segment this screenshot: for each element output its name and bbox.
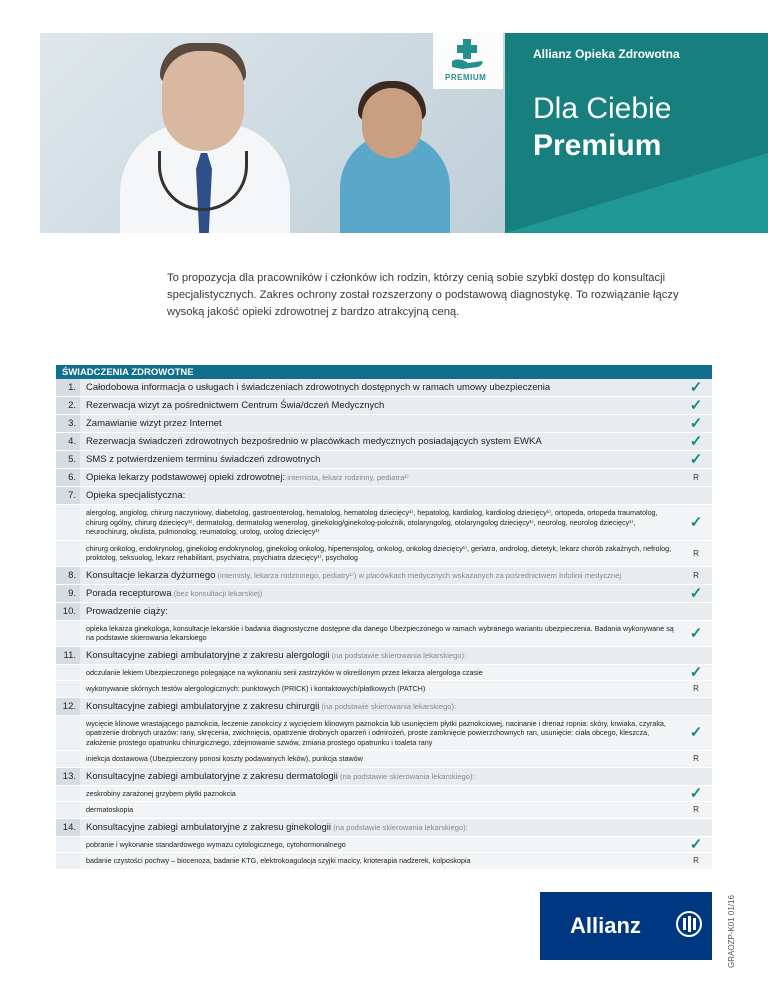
row-number xyxy=(56,837,80,853)
mark-value: ✓ xyxy=(689,584,703,602)
check-icon xyxy=(680,837,712,853)
mark-value: R xyxy=(693,570,699,580)
row-label: odczulanie lekiem Ubezpieczonego polegające na wykonaniu serii zastrzyków w określonym przez lekarza alergologa czasie xyxy=(86,667,483,677)
page-title-line1: Dla Ciebie xyxy=(533,92,672,125)
mark-value: ✓ xyxy=(689,624,703,642)
check-icon xyxy=(680,415,712,432)
row-label: alergolog, angiolog, chirurg naczyniowy, diabetolog, gastroenterolog, hematolog, hematolog dziecięcy¹⁾, hepatolog, kardiolog, kardiolog dziecięcy¹⁾, ortopeda, ortopeda traumatolog, chirurg ogólny, chirurg dziecięcy¹⁾, dermatolog, dermatolog wenerolog, ginekolog/ginekolog-położnik, otolaryngolog, otolaryngolog dziecięcy¹⁾, neurolog, neurolog dziecięcy¹⁾, neurochirurg, okulista, pulmonolog, reumatolog, urolog, urolog dziecięcy¹⁾ xyxy=(86,508,658,536)
mark-value: R xyxy=(693,805,699,815)
row-text xyxy=(80,698,680,715)
table-row xyxy=(56,379,712,397)
row-label: Konsultacje lekarza dyżurnego xyxy=(86,569,216,581)
row-label: wycięcie klinowe wrastającego paznokcia, leczenie zanokcicy z wycięciem klinowym paznokcia lub usunięciem płytki paznokciowej, nacinanie i drenaż ropnia: skóry, krwiaka, czyraka, opatrzenie drobnych urazów: rany, skręcenia, zwichnięcia, opatrzenie drobnych oparzeń i odmrożeń, proste zamknięcie powierzchownych ran, usunięcie: ciała obcego, kleszcza, założenie prostego opatrunku chirurgicznego, zdejmowanie szwów, zmiana prostego opatrunku i toaleta rany xyxy=(86,718,666,747)
row-label: Konsultacyjne zabiegi ambulatoryjne z zakresu alergologii xyxy=(86,649,330,661)
row-text xyxy=(80,397,680,414)
row-number: 8. xyxy=(56,567,80,584)
row-note: internista, lekarz rodzinny, pediatra¹⁾ xyxy=(285,473,409,482)
row-number: 4. xyxy=(56,433,80,450)
row-label: badanie czystości pochwy – biocenoza, badanie KTG, elektrokoagulacja szyjki macicy, krioterapia nadżerek, kolposkopia xyxy=(86,856,471,865)
row-note: (na podstawie skierowania lekarskiego): xyxy=(329,650,467,660)
row-number: 9. xyxy=(56,585,80,602)
check-icon xyxy=(680,433,712,450)
row-label: Opieka specjalistyczna: xyxy=(86,490,186,501)
row-number xyxy=(56,681,80,697)
row-text xyxy=(80,647,680,664)
table-subrow xyxy=(56,837,712,854)
check-icon xyxy=(680,716,712,751)
row-label: Konsultacyjne zabiegi ambulatoryjne z zakresu chirurgii xyxy=(86,700,320,712)
row-note: (internisty, lekarza rodzinnego, pediatry¹⁾) w placówkach medycznych wskazanych za pośrednictwem Infolinii medycznej xyxy=(215,570,622,580)
row-text xyxy=(80,786,680,802)
check-icon xyxy=(680,379,712,396)
row-text xyxy=(80,487,680,504)
table-subrow xyxy=(56,621,712,647)
row-number: 2. xyxy=(56,397,80,414)
table-row xyxy=(56,451,712,469)
row-text xyxy=(80,567,680,584)
table-row xyxy=(56,768,712,786)
row-number xyxy=(56,505,80,540)
row-text xyxy=(80,505,680,540)
row-label: wykonywanie skórnych testów alergologicznych: punktowych (PRICK) i kontaktowych/płatkowych (PATCH) xyxy=(86,684,426,693)
row-label: iniekcja dostawowa (Ubezpieczony ponosi koszty podawanych leków), punkcja stawów xyxy=(86,754,363,763)
logo-text: Allianz xyxy=(570,913,641,938)
row-label: Całodobowa informacja o usługach i świadczeniach zdrowotnych dostępnych w ramach umowy ubezpieczenia xyxy=(86,382,551,393)
mark-label xyxy=(680,487,712,504)
mark-value: R xyxy=(693,548,699,558)
row-text xyxy=(80,853,680,869)
row-text xyxy=(80,415,680,432)
row-note: (na podstawie skierowania lekarskiego): xyxy=(319,701,457,711)
table-row xyxy=(56,647,712,665)
row-number xyxy=(56,716,80,751)
row-label: zeskrobiny zarażonej grzybem płytki paznokcia xyxy=(86,788,236,798)
table-row xyxy=(56,487,712,505)
doctor-photo xyxy=(40,33,505,233)
table-subrow xyxy=(56,505,712,541)
check-icon xyxy=(680,505,712,540)
row-text xyxy=(80,751,680,767)
row-number: 7. xyxy=(56,487,80,504)
row-label: Opieka lekarzy podstawowej opieki zdrowotnej: xyxy=(86,472,286,483)
section-title: ŚWIADCZENIA ZDROWOTNE xyxy=(56,365,712,379)
row-text xyxy=(80,819,680,836)
mark-label xyxy=(680,567,712,584)
row-text xyxy=(80,585,680,602)
mark-label xyxy=(680,469,712,486)
mark-label xyxy=(680,853,712,869)
row-number xyxy=(56,665,80,681)
row-number: 10. xyxy=(56,603,80,620)
table-subrow xyxy=(56,802,712,819)
table-row xyxy=(56,585,712,603)
check-icon xyxy=(680,621,712,646)
mark-label xyxy=(680,541,712,566)
row-number: 1. xyxy=(56,379,80,396)
row-note: (na podstawie skierowania lekarskiego): xyxy=(337,771,475,781)
table-row xyxy=(56,698,712,716)
allianz-eagle-icon xyxy=(676,911,702,937)
row-number: 5. xyxy=(56,451,80,468)
row-number xyxy=(56,802,80,818)
row-label: chirurg onkolog, endokrynolog, ginekolog endokrynolog, ginekolog onkolog, hipertensjolog, onkolog, onkolog dziecięcy¹⁾, geriatra, androlog, dietetyk, lekarz chorób zakaźnych, nefrolog, proktolog, seksuolog, lekarz rehabilitant, psychiatra, psychiatra dziecięcy¹⁾, psycholog xyxy=(86,543,672,562)
table-subrow xyxy=(56,541,712,567)
mark-value: ✓ xyxy=(689,451,703,468)
row-text xyxy=(80,433,680,450)
brand-name: Allianz Opieka Zdrowotna xyxy=(533,47,680,61)
premium-badge xyxy=(433,33,503,89)
table-row xyxy=(56,469,712,487)
table-row xyxy=(56,819,712,837)
mark-label xyxy=(680,603,712,620)
mark-label xyxy=(680,751,712,767)
table-row xyxy=(56,567,712,585)
mark-value: ✓ xyxy=(689,379,703,396)
table-subrow xyxy=(56,681,712,698)
row-label: Konsultacyjne zabiegi ambulatoryjne z zakresu ginekologii xyxy=(86,821,332,833)
table-subrow xyxy=(56,786,712,803)
table-subrow xyxy=(56,853,712,870)
mark-label xyxy=(680,681,712,697)
mark-label xyxy=(680,819,712,836)
check-icon xyxy=(680,585,712,602)
mark-value: R xyxy=(693,754,699,764)
mark-value: ✓ xyxy=(689,663,703,681)
row-label: SMS z potwierdzeniem terminu świadczeń zdrowotnych xyxy=(86,454,321,465)
row-label: dermatoskopia xyxy=(86,805,134,814)
table-row xyxy=(56,397,712,415)
row-text xyxy=(80,603,680,620)
row-label: Rezerwacja świadczeń zdrowotnych bezpośrednio w placówkach medycznych posiadających system EWKA xyxy=(86,436,542,447)
row-number xyxy=(56,786,80,802)
row-number: 14. xyxy=(56,819,80,836)
row-label: Rezerwacja wizyt za pośrednictwem Centrum Świa/dczeń Medycznych xyxy=(86,400,385,411)
row-label: pobranie i wykonanie standardowego wymazu cytologicznego, cytohormonalnego xyxy=(86,839,346,849)
medical-hand-icon xyxy=(448,37,488,71)
row-text xyxy=(80,837,680,853)
intro-paragraph: To propozycja dla pracowników i członków ich rodzin, którzy cenią sobie szybki dostęp do konsultacji specjalistycznych. Zakres ochrony został rozszerzony o podstawową diagnostykę. To rozwiązanie łączy wysoką jakość opieki zdrowotnej z bardzo atrakcyjną ceną. xyxy=(167,272,679,318)
table-subrow xyxy=(56,716,712,752)
row-label: Zamawianie wizyt przez Internet xyxy=(86,418,222,429)
row-text xyxy=(80,469,680,486)
row-number xyxy=(56,541,80,566)
row-text xyxy=(80,665,680,681)
page-title-line2: Premium xyxy=(533,129,662,162)
row-label: Prowadzenie ciąży: xyxy=(86,605,168,617)
table-subrow xyxy=(56,665,712,682)
premium-label: PREMIUM xyxy=(445,73,487,82)
mark-value: ✓ xyxy=(689,397,703,414)
mark-value: R xyxy=(693,684,699,694)
row-number: 12. xyxy=(56,698,80,715)
mark-label xyxy=(680,768,712,785)
mark-value: ✓ xyxy=(689,415,703,432)
row-number xyxy=(56,751,80,767)
mark-value: ✓ xyxy=(689,724,703,742)
check-icon xyxy=(680,451,712,468)
row-text xyxy=(80,621,680,646)
mark-value: ✓ xyxy=(689,513,703,531)
row-number xyxy=(56,853,80,869)
row-text xyxy=(80,768,680,785)
mark-value: R xyxy=(693,856,699,866)
row-text xyxy=(80,802,680,818)
row-text xyxy=(80,541,680,566)
table-row xyxy=(56,415,712,433)
mark-value: ✓ xyxy=(689,835,703,853)
row-label: Porada recepturowa xyxy=(86,587,172,599)
row-text xyxy=(80,716,680,751)
mark-label xyxy=(680,698,712,715)
check-icon xyxy=(680,665,712,681)
mark-value: R xyxy=(693,473,699,482)
row-number: 3. xyxy=(56,415,80,432)
mark-value: ✓ xyxy=(689,433,703,450)
benefits-table xyxy=(56,379,712,870)
row-number: 6. xyxy=(56,469,80,486)
row-number: 11. xyxy=(56,647,80,664)
row-text xyxy=(80,681,680,697)
check-icon xyxy=(680,397,712,414)
mark-value: ✓ xyxy=(689,784,703,802)
mark-label xyxy=(680,647,712,664)
row-number xyxy=(56,621,80,646)
mark-label xyxy=(680,802,712,818)
check-icon xyxy=(680,786,712,802)
row-number: 13. xyxy=(56,768,80,785)
table-row xyxy=(56,603,712,621)
document-code: GRAOZP-K01 01/16 xyxy=(727,895,736,968)
table-row xyxy=(56,433,712,451)
row-note: (bez konsultacji lekarskiej) xyxy=(171,588,263,598)
row-label: opieka lekarza ginekologa, konsultacje lekarskie i badania diagnostyczne dostępne dla danego Ubezpieczonego w ramach wybranego wariantu ubezpieczenia. Badania wykonywane są na podstawie skierowania lekarskiego xyxy=(86,623,674,642)
row-label: Konsultacyjne zabiegi ambulatoryjne z zakresu dermatologii xyxy=(86,770,338,782)
row-note: (na podstawie skierowania lekarskiego): xyxy=(331,822,468,832)
row-text xyxy=(80,379,680,396)
row-text xyxy=(80,451,680,468)
table-subrow xyxy=(56,751,712,768)
